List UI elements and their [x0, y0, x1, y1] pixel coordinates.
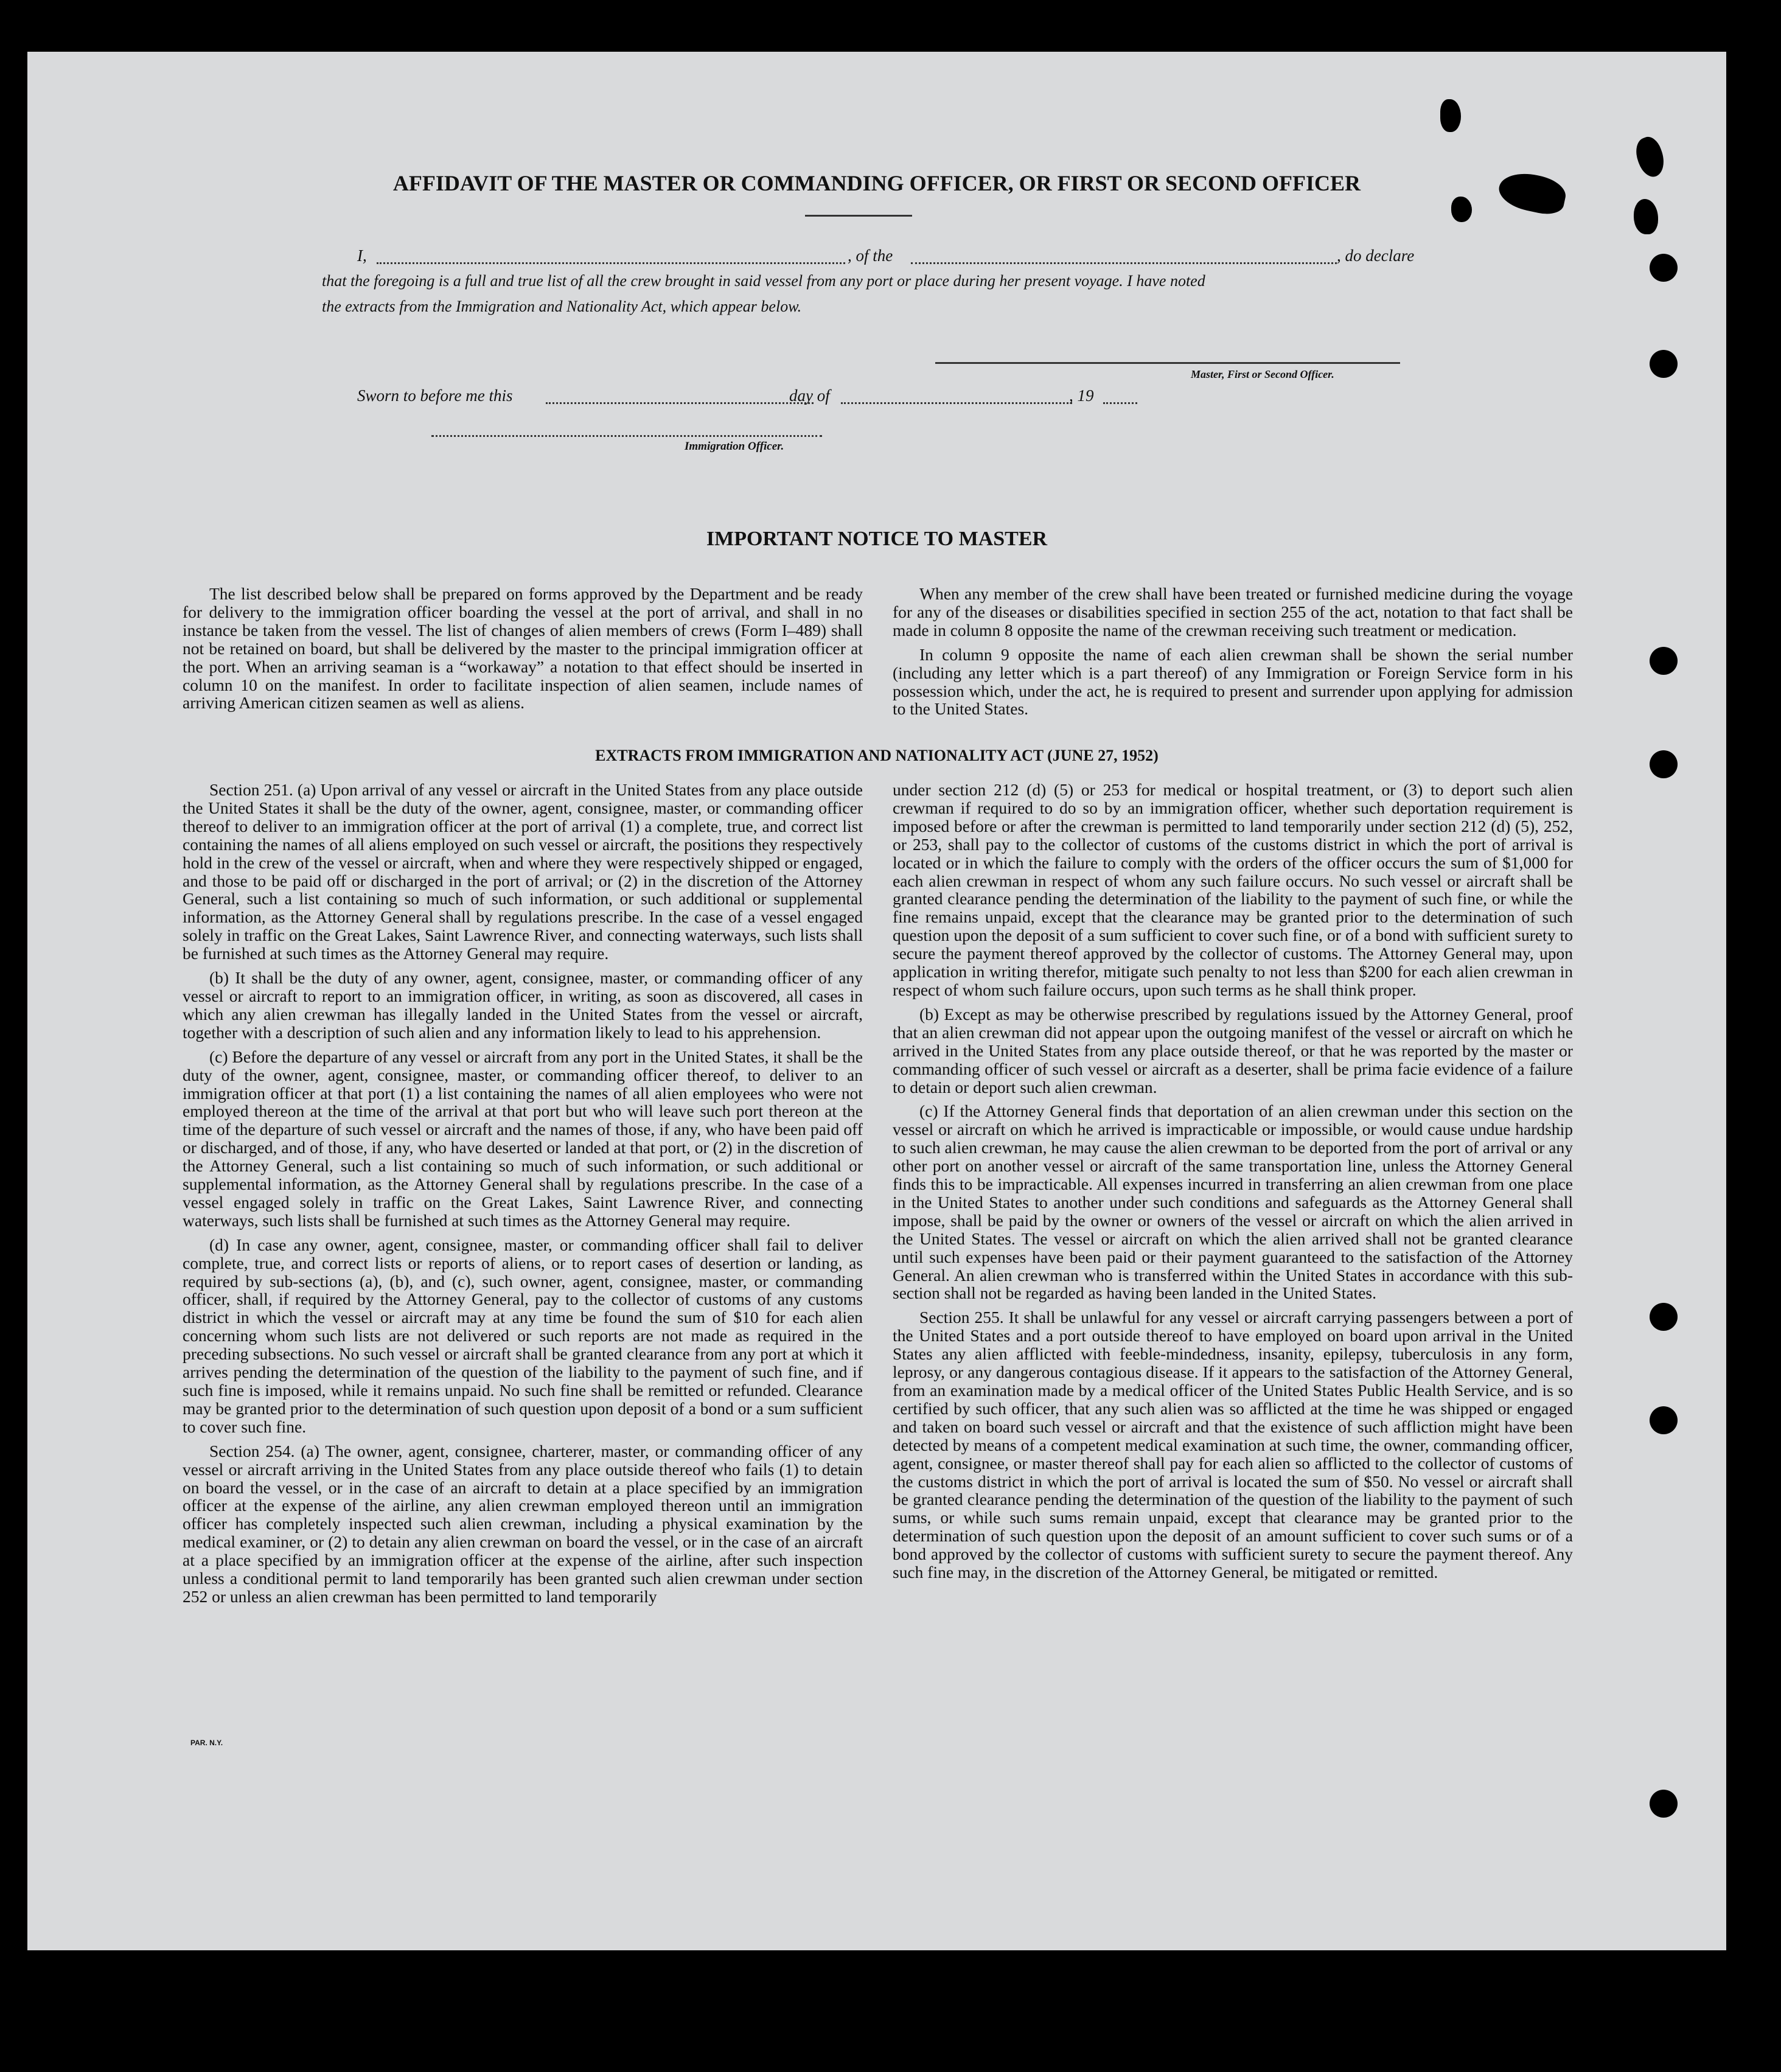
sworn-month-field[interactable]	[841, 402, 1072, 404]
extracts-right-column	[893, 781, 1573, 1588]
extract-paragraph: (d) In case any owner, agent, consignee, master, or commanding officer shall fail to deliver complete, true, and correct lists or reports of aliens, or to report cases of desertion or landing, as required by sub-sections (a), (b), and (c), such owner, agent, consignee, master, or commanding officer, shall, if required by the Attorney General, pay to the collector of customs of any customs district in which the vessel or aircraft may at any time be found the sum of $10 for each alien concerning whom such lists are not delivered or such reports are not made as required in the preceding subsections. No such vessel or aircraft shall be granted clearance from any port at which it arrives pending the determination of the question of the liability to the payment of such fine, and if such fine is imposed, while it remains unpaid. No such fine shall be remitted or refunded. Clearance may be granted prior to the determination of such question upon deposit of a bond or a sum sufficient to cover such fine.	[183, 1235, 863, 1436]
punch-hole-icon	[1650, 254, 1678, 282]
extract-paragraph: Section 254. (a) The owner, agent, consignee, charterer, master, or commanding officer of any vessel or aircraft arriving in the United States from any place outside thereof who fails (1) to detain on board the vessel, or in the case of an aircraft to detain at a place specified by an immigration officer at the expense of the airline, any alien crewman employed thereon until an immigration officer has completely inspected such alien crewman, including a physical examination by the medical examiner, or (2) to detain any alien crewman on board the vessel, or in the case of an aircraft at a place specified by an immigration officer at the expense of the airline, after such inspection unless a conditional permit to land temporarily has been granted such alien crewman under section 252 or unless an alien crewman has been permitted to land temporarily	[183, 1441, 863, 1606]
year-label: , 19	[1069, 386, 1094, 405]
sworn-year-field[interactable]	[1103, 402, 1137, 404]
notice-right-paragraph-2: In column 9 opposite the name of each alien crewman shall be shown the serial number (including any letter which is a part thereof) of any Immigration or Foreign Service form in his possession which, under the act, he is required to present and surrender upon applying for admission to the United States.	[893, 644, 1573, 719]
punch-hole-icon	[1650, 750, 1678, 778]
sworn-label: Sworn to before me this	[357, 386, 513, 405]
torn-mark-icon	[1440, 99, 1461, 132]
do-declare-label: , do declare	[1337, 246, 1415, 265]
extract-paragraph: (b) It shall be the duty of any owner, agent, consignee, master, or commanding officer of any vessel or aircraft to report to an immigration officer, in writing, as soon as discovered, all cases in which any alien crewman has illegally landed in the United States from the vessel or aircraft, together with a description of such alien and any information likely to lead to his apprehension.	[183, 968, 863, 1042]
notice-title: IMPORTANT NOTICE TO MASTER	[706, 528, 1048, 550]
affidavit-i-label: I,	[357, 246, 367, 265]
affidavit-statement-2: the extracts from the Immigration and Nationality Act, which appear below.	[322, 298, 802, 315]
extract-paragraph: (c) Before the departure of any vessel or aircraft from any port in the United States, it shall be the duty of the owner, agent, consignee, master, or commanding officer thereof, to deliver to an immigration officer at that port (1) a list containing the names of all alien employees who were not employed thereon at the time of the arrival at that port but who will leave such port thereon at the time of the departure of such vessel or aircraft and the names of those, if any, who have been paid off or discharged, and of those, if any, who have deserted or landed at that port, or (2) in the discretion of the Attorney General, such a list containing so much of such information, or such additional or supplemental information, as the Attorney General shall by regulations prescribe. In the case of a vessel engaged solely in traffic on the Great Lakes, Saint Lawrence River, and connecting waterways, such lists shall be furnished at such times as the Attorney General may require.	[183, 1047, 863, 1230]
notice-left-paragraph: The list described below shall be prepared on forms approved by the Department and be ready for delivery to the immigration officer boarding the vessel at the port of arrival, and shall in no instance be taken from the vessel. The list of changes of alien members of crews (Form I–489) shall not be retained on board, but shall be delivered by the master to the principal immigration officer at the port. When an arriving seaman is a “workaway” a notation to that effect should be inserted in column 10 on the manifest. In order to facilitate inspection of alien seamen, include names of arriving American citizen seamen as well as aliens.	[183, 584, 863, 713]
extract-paragraph: under section 212 (d) (5) or 253 for medical or hospital treatment, or (3) to deport such alien crewman if required to do so by an immigration officer, whether such deportation requirement is imposed before or after the crewman is permitted to land temporarily under section 212 (d) (5), 252, or 253, shall pay to the collector of customs of the customs district in which the port of arrival is located or in which the failure to comply with the orders of the officer occurs the sum of $1,000 for each alien crewman in respect of whom any such failure occurs. No such vessel or aircraft shall be granted clearance pending the determination of the liability to the payment of such fine, or while the fine remains unpaid, except that the clearance may be granted prior to the determination of such question upon the deposit of a sum sufficient to cover such fine, or of a bond with sufficient surety to secure the payment thereof approved by the collector of customs. The Attorney General may, upon application in writing therefor, mitigate such penalty to not less than $200 for each alien crewman in respect of whom such failure occurs, upon such terms as he shall think proper.	[893, 780, 1573, 999]
printer-mark: PAR. N.Y.	[190, 1739, 223, 1747]
declarant-name-field[interactable]	[377, 262, 845, 264]
master-signature-line[interactable]	[935, 362, 1400, 364]
punch-hole-icon	[1650, 1790, 1678, 1818]
extract-paragraph: (b) Except as may be otherwise prescribed by regulations issued by the Attorney General, proof that an alien crewman did not appear upon the outgoing manifest of the vessel or aircraft on which he arrived in the United States from any place outside thereof, or that he was reported by the master or commanding officer of such vessel or aircraft as a deserter, shall be prima facie evidence of a failure to detain or deport such alien crewman.	[893, 1004, 1573, 1097]
extract-paragraph: Section 251. (a) Upon arrival of any vessel or aircraft in the United States from any place outside the United States it shall be the duty of the owner, agent, consignee, master, or commanding officer thereof to deliver to an immigration officer at the port of arrival (1) a complete, true, and correct list containing the names of all aliens employed on such vessel or aircraft, the positions they respectively hold in the crew of the vessel or aircraft, when and where they were respectively shipped or engaged, and those to be paid off or discharged in the port of arrival; or (2) in the discretion of the Attorney General, such a list containing so much of such information, or such additional or supplemental information, as the Attorney General shall by regulations prescribe. In the case of a vessel engaged solely in traffic on the Great Lakes, Saint Lawrence River, and connecting waterways, such lists shall be furnished at such times as the Attorney General may require.	[183, 780, 863, 963]
torn-mark-icon	[1451, 197, 1472, 222]
torn-mark-icon	[1634, 199, 1658, 234]
punch-hole-icon	[1650, 1406, 1678, 1434]
master-signature-caption: Master, First or Second Officer.	[1191, 368, 1334, 380]
title-rule	[805, 215, 912, 217]
affidavit-title: AFFIDAVIT OF THE MASTER OR COMMANDING OFFICER, OR FIRST OR SECOND OFFICER	[392, 171, 1361, 195]
punch-hole-icon	[1650, 1303, 1678, 1331]
officer-signature-caption: Immigration Officer.	[685, 440, 784, 453]
extracts-title: EXTRACTS FROM IMMIGRATION AND NATIONALITY ACT (JUNE 27, 1952)	[595, 747, 1159, 764]
notice-right-column	[893, 585, 1573, 724]
extract-paragraph: Section 255. It shall be unlawful for any vessel or aircraft carrying passengers between a port of the United States and a port outside thereof to have employed on board upon arrival in the United States any alien afflicted with feeble-mindedness, insanity, epilepsy, tuberculosis in any form, leprosy, or any dangerous contagious disease. If it appears to the satisfaction of the Attorney General, from an examination made by a medical officer of the United States Public Health Service, and is so certified by such officer, that any such alien was so afflicted at the time he was shipped or engaged and taken on board such vessel or aircraft and that the existence of such affliction might have been detected by means of a competent medical examination at such time, the owner, commanding officer, agent, consignee, or master thereof shall pay for each alien so afflicted to the collector of customs of the customs district in which the port of arrival is located the sum of $50. No vessel or aircraft shall be granted clearance pending the determination of the question of the liability to the payment of such sums, or while such sums remain unpaid, except that clearance may be granted prior to the determination of such question upon the deposit of an amount sufficient to cover such sums or of a bond approved by the collector of customs with sufficient surety to secure the payment thereof. Any such fine may, in the discretion of the Attorney General, be mitigated or remitted.	[893, 1308, 1573, 1582]
day-of-label: day of	[789, 386, 830, 405]
officer-signature-line[interactable]	[431, 435, 822, 437]
notice-right-paragraph-1: When any member of the crew shall have been treated or furnished medicine during the voyage for any of the diseases or disabilities specified in section 255 of the act, notation to that fact shall be made in column 8 opposite the name of the crewman receiving such treatment or medication.	[893, 584, 1573, 640]
affidavit-statement-1: that the foregoing is a full and true list of all the crew brought in said vessel from any port or place during her present voyage. I have noted	[322, 272, 1205, 290]
extract-paragraph: (c) If the Attorney General finds that deportation of an alien crewman under this section on the vessel or aircraft on which he arrived is impracticable or impossible, or would cause undue hardship to such alien crewman, he may cause the alien crewman to be deported from the port of arrival or any other port on another vessel or aircraft of the same transportation line, unless the Attorney General finds this to be impracticable. All expenses incurred in transferring an alien crewman from one place in the United States to another under such conditions and safeguards as the Attorney General shall impose, shall be paid by the owner or owners of the vessel or aircraft on which the alien arrived in the United States. The vessel or aircraft on which the alien arrived shall not be granted clearance until such expenses have been paid or their payment guaranteed to the satisfaction of the Attorney General. An alien crewman who is transferred within the United States in accordance with this sub-section shall not be regarded as having been landed in the United States.	[893, 1101, 1573, 1303]
form-page	[27, 52, 1726, 1950]
extracts-left-column	[183, 781, 863, 1612]
punch-hole-icon	[1650, 647, 1678, 675]
sworn-day-field[interactable]	[546, 402, 814, 404]
notice-left-column	[183, 585, 863, 718]
punch-hole-icon	[1650, 350, 1678, 378]
vessel-name-field[interactable]	[911, 262, 1337, 264]
of-the-label: , of the	[848, 246, 893, 265]
